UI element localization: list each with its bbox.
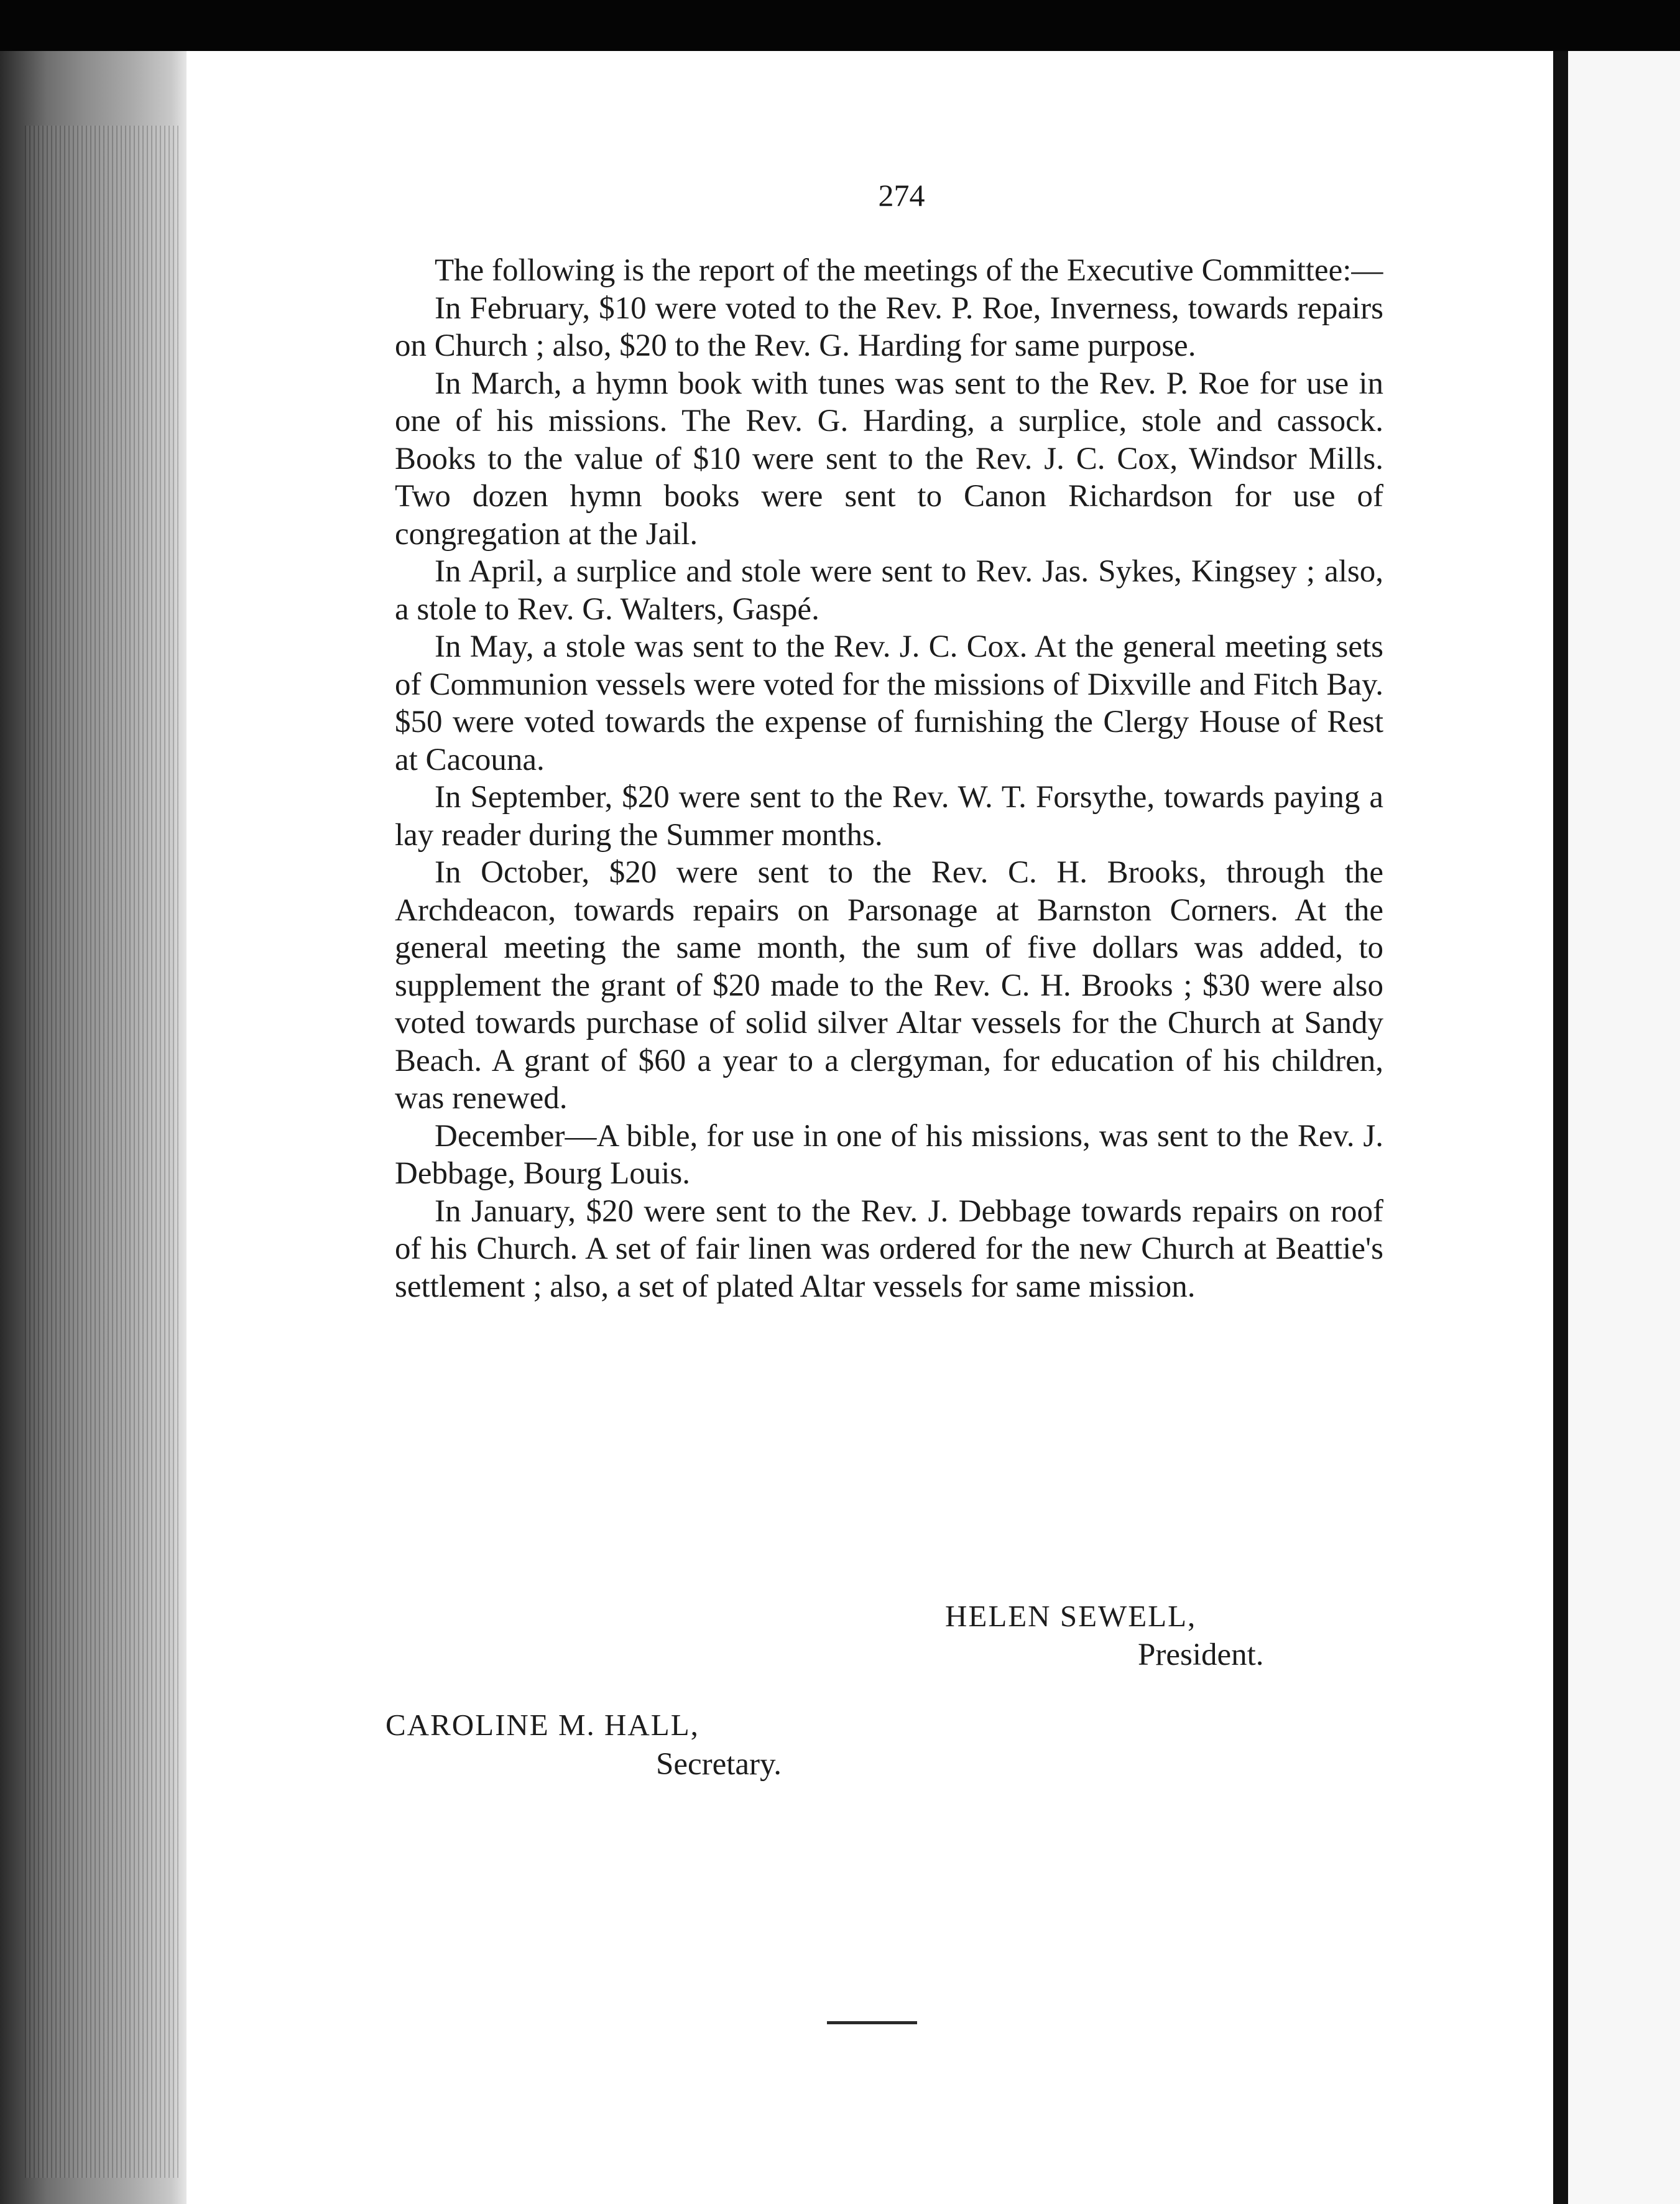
page-gutter (1553, 51, 1568, 2204)
paragraph-september: In September, $20 were sent to the Rev. W. T. Forsythe, towards paying a lay reader during the Summer months. (395, 780, 1383, 853)
president-name: HELEN SEWELL, (945, 1599, 1197, 1633)
book-spine-edge (0, 51, 187, 2204)
page-edges-texture (25, 126, 180, 2178)
page-number: 274 (878, 178, 925, 213)
paragraph-january: In January, $20 were sent to the Rev. J. Debbage towards repairs on roof of his Church. A set of fair linen was ordered for the new Church at Beattie's settlement ; also, a set of plated Altar vessels for same mission. (395, 1193, 1383, 1304)
secretary-name: CAROLINE M. HALL, (385, 1708, 699, 1742)
paragraph-intro: The following is the report of the meetings of the Executive Committee:— (435, 253, 1383, 288)
paragraph-february: In February, $10 were voted to the Rev. P. Roe, Inverness, towards repairs on Church ; also, $20 to the Rev. G. Harding for same purpose. (395, 290, 1383, 363)
paragraph-march: In March, a hymn book with tunes was sent to the Rev. P. Roe for use in one of his missions. The Rev. G. Harding, a surplice, stole and cassock. Books to the value of $10 were sent to the Rev. J. C. Cox, Windsor Mills. Two dozen hymn books were sent to Canon Richardson for use of congregation at the Jail. (395, 366, 1383, 552)
adjacent-page-edge (1568, 51, 1680, 2204)
secretary-title: Secretary. (656, 1747, 782, 1782)
paragraph-april: In April, a surplice and stole were sent to Rev. Jas. Sykes, Kingsey ; also, a stole to Rev. G. Walters, Gaspé. (395, 554, 1383, 627)
closing-rule (827, 2021, 917, 2024)
paragraph-december: December—A bible, for use in one of his missions, was sent to the Rev. J. Debbage, Bourg Louis. (395, 1118, 1383, 1191)
report-body (395, 252, 1383, 1305)
scan-top-border (0, 0, 1680, 51)
president-title: President. (1138, 1637, 1264, 1672)
paragraph-october: In October, $20 were sent to the Rev. C. H. Brooks, through the Archdeacon, towards repairs on Parsonage at Barnston Corners. At the general meeting the same month, the sum of five dollars was added, to supplement the grant of $20 made to the Rev. C. H. Brooks ; $30 were also voted towards purchase of solid silver Altar vessels for the Church at Sandy Beach. A grant of $60 a year to a clergyman, for education of his children, was renewed. (395, 855, 1383, 1116)
paragraph-may: In May, a stole was sent to the Rev. J. C. Cox. At the general meeting sets of Communion vessels were voted for the missions of Dixville and Fitch Bay. $50 were voted towards the expense of furnishing the Clergy House of Rest at Cacouna. (395, 629, 1383, 777)
